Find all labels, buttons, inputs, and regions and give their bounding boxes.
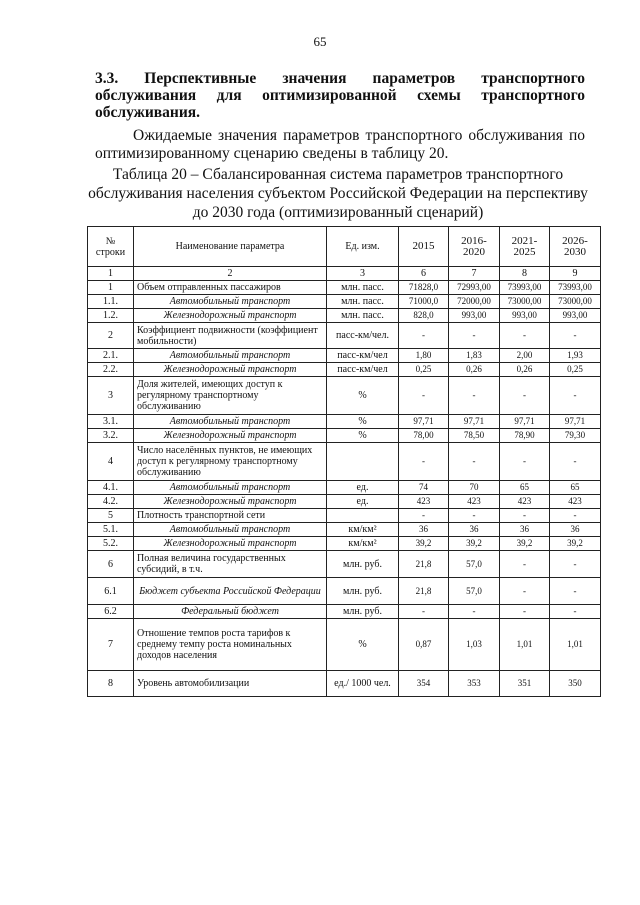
parameter-name-cell: Бюджет субъекта Российской Федерации bbox=[134, 578, 327, 605]
unit-cell: км/км² bbox=[327, 537, 399, 551]
value-cell: 1,03 bbox=[449, 619, 500, 671]
parameter-name-cell: Объем отправленных пассажиров bbox=[134, 281, 327, 295]
unit-cell: пасс-км/чел bbox=[327, 363, 399, 377]
row-number-cell: 3.2. bbox=[88, 429, 134, 443]
parameter-name-cell: Железнодорожный транспорт bbox=[134, 495, 327, 509]
value-cell: 57,0 bbox=[449, 551, 500, 578]
value-cell: 36 bbox=[399, 523, 449, 537]
value-cell: - bbox=[500, 551, 550, 578]
value-cell: - bbox=[500, 578, 550, 605]
value-cell: - bbox=[500, 377, 550, 415]
value-cell: - bbox=[500, 605, 550, 619]
unit-cell: пасс-км/чел bbox=[327, 349, 399, 363]
parameter-name-cell: Железнодорожный транспорт bbox=[134, 429, 327, 443]
value-cell: 72993,00 bbox=[449, 281, 500, 295]
unit-cell: ед. bbox=[327, 495, 399, 509]
unit-cell: % bbox=[327, 619, 399, 671]
parameter-name-cell: Автомобильный транспорт bbox=[134, 415, 327, 429]
value-cell: - bbox=[399, 509, 449, 523]
value-cell: 97,71 bbox=[449, 415, 500, 429]
value-cell: 423 bbox=[449, 495, 500, 509]
row-number-cell: 3.1. bbox=[88, 415, 134, 429]
value-cell: 828,0 bbox=[399, 309, 449, 323]
row-number-cell: 6.2 bbox=[88, 605, 134, 619]
value-cell: 1,01 bbox=[500, 619, 550, 671]
parameter-name-cell: Автомобильный транспорт bbox=[134, 523, 327, 537]
unit-cell: км/км² bbox=[327, 523, 399, 537]
value-cell: 39,2 bbox=[500, 537, 550, 551]
value-cell: 353 bbox=[449, 671, 500, 697]
value-cell: 39,2 bbox=[550, 537, 601, 551]
row-number-cell: 7 bbox=[88, 619, 134, 671]
value-cell: 993,00 bbox=[449, 309, 500, 323]
value-cell: 72000,00 bbox=[449, 295, 500, 309]
value-cell: - bbox=[399, 377, 449, 415]
page-number: 65 bbox=[313, 34, 327, 49]
value-cell: 97,71 bbox=[500, 415, 550, 429]
unit-cell: пасс-км/чел. bbox=[327, 323, 399, 349]
table-row bbox=[88, 509, 601, 523]
header-2015: 2015 bbox=[399, 227, 449, 267]
table-row bbox=[88, 578, 601, 605]
header-2021-2025: 2021-2025 bbox=[500, 227, 550, 267]
value-cell: - bbox=[449, 377, 500, 415]
value-cell: 993,00 bbox=[500, 309, 550, 323]
value-cell: - bbox=[449, 443, 500, 481]
value-cell: 423 bbox=[500, 495, 550, 509]
value-cell: 73993,00 bbox=[550, 281, 601, 295]
value-cell: - bbox=[449, 509, 500, 523]
unit-cell: млн. руб. bbox=[327, 551, 399, 578]
table-row bbox=[88, 323, 601, 349]
parameter-name-cell: Уровень автомобилизации bbox=[134, 671, 327, 697]
row-number-cell: 3 bbox=[88, 377, 134, 415]
parameter-name-cell: Число населённых пунктов, не имеющих доступ к регулярному транспортному обслуживанию bbox=[134, 443, 327, 481]
value-cell: 73000,00 bbox=[550, 295, 601, 309]
value-cell: 39,2 bbox=[399, 537, 449, 551]
parameter-name-cell: Доля жителей, имеющих доступ к регулярному транспортному обслуживанию bbox=[134, 377, 327, 415]
value-cell: 36 bbox=[500, 523, 550, 537]
unit-cell: ед./ 1000 чел. bbox=[327, 671, 399, 697]
value-cell: - bbox=[399, 605, 449, 619]
column-index: 9 bbox=[550, 267, 601, 281]
value-cell: 79,30 bbox=[550, 429, 601, 443]
value-cell: 78,00 bbox=[399, 429, 449, 443]
value-cell: 65 bbox=[500, 481, 550, 495]
value-cell: 423 bbox=[399, 495, 449, 509]
table-header-row bbox=[88, 227, 601, 267]
value-cell: 73000,00 bbox=[500, 295, 550, 309]
row-number-cell: 1.2. bbox=[88, 309, 134, 323]
value-cell: 0,26 bbox=[500, 363, 550, 377]
unit-cell bbox=[327, 509, 399, 523]
value-cell: 65 bbox=[550, 481, 601, 495]
table-row bbox=[88, 281, 601, 295]
table-row bbox=[88, 443, 601, 481]
table-body bbox=[88, 281, 601, 697]
value-cell: - bbox=[500, 323, 550, 349]
parameter-name-cell: Отношение темпов роста тарифов к среднему темпу роста номинальных доходов населения bbox=[134, 619, 327, 671]
value-cell: 97,71 bbox=[399, 415, 449, 429]
value-cell: 73993,00 bbox=[500, 281, 550, 295]
unit-cell: % bbox=[327, 429, 399, 443]
parameter-name-cell: Автомобильный транспорт bbox=[134, 349, 327, 363]
row-number-cell: 1.1. bbox=[88, 295, 134, 309]
intro-paragraph: Ожидаемые значения параметров транспортного обслуживания по оптимизированному сценарию сведены в таблицу 20. bbox=[95, 127, 585, 162]
parameter-name-cell: Железнодорожный транспорт bbox=[134, 537, 327, 551]
table-row bbox=[88, 523, 601, 537]
row-number-cell: 6 bbox=[88, 551, 134, 578]
unit-cell: млн. пасс. bbox=[327, 309, 399, 323]
value-cell: 350 bbox=[550, 671, 601, 697]
section-heading bbox=[95, 70, 585, 121]
row-number-cell: 5 bbox=[88, 509, 134, 523]
value-cell: 78,90 bbox=[500, 429, 550, 443]
row-number-cell: 8 bbox=[88, 671, 134, 697]
value-cell: - bbox=[550, 605, 601, 619]
value-cell: - bbox=[550, 578, 601, 605]
value-cell: 0,25 bbox=[550, 363, 601, 377]
row-number-cell: 2 bbox=[88, 323, 134, 349]
unit-cell: ед. bbox=[327, 481, 399, 495]
parameter-name-cell: Федеральный бюджет bbox=[134, 605, 327, 619]
unit-cell: млн. пасс. bbox=[327, 295, 399, 309]
table-row bbox=[88, 349, 601, 363]
unit-cell: млн. пасс. bbox=[327, 281, 399, 295]
header-2026-2030: 2026-2030 bbox=[550, 227, 601, 267]
value-cell: 74 bbox=[399, 481, 449, 495]
header-unit: Ед. изм. bbox=[327, 227, 399, 267]
value-cell: 2,00 bbox=[500, 349, 550, 363]
table-row bbox=[88, 429, 601, 443]
value-cell: 0,87 bbox=[399, 619, 449, 671]
column-index: 8 bbox=[500, 267, 550, 281]
parameter-name-cell: Железнодорожный транспорт bbox=[134, 309, 327, 323]
parameter-name-cell: Плотность транспортной сети bbox=[134, 509, 327, 523]
row-number-cell: 4.1. bbox=[88, 481, 134, 495]
value-cell: 351 bbox=[500, 671, 550, 697]
heading-line: обслуживания для оптимизированной схемы транспортного bbox=[95, 87, 585, 104]
table-row bbox=[88, 495, 601, 509]
value-cell: 993,00 bbox=[550, 309, 601, 323]
header-2016-2020: 2016-2020 bbox=[449, 227, 500, 267]
value-cell: - bbox=[399, 443, 449, 481]
value-cell: - bbox=[550, 509, 601, 523]
table-caption: Таблица 20 – Сбалансированная система параметров транспортного обслуживания населения субъектом Российской Федерации на перспективу до 2030 года (оптимизированный сценарий) bbox=[88, 166, 588, 221]
value-cell: - bbox=[449, 323, 500, 349]
table-row bbox=[88, 537, 601, 551]
parameters-table bbox=[87, 226, 601, 697]
column-index: 7 bbox=[449, 267, 500, 281]
header-parameter-name: Наименование параметра bbox=[134, 227, 327, 267]
value-cell: 70 bbox=[449, 481, 500, 495]
unit-cell: % bbox=[327, 415, 399, 429]
table-row bbox=[88, 363, 601, 377]
column-index-row bbox=[88, 267, 601, 281]
column-index: 6 bbox=[399, 267, 449, 281]
value-cell: 78,50 bbox=[449, 429, 500, 443]
table-row bbox=[88, 551, 601, 578]
table-row bbox=[88, 377, 601, 415]
value-cell: 21,8 bbox=[399, 578, 449, 605]
value-cell: 0,25 bbox=[399, 363, 449, 377]
heading-line: обслуживания. bbox=[95, 104, 201, 121]
row-number-cell: 1 bbox=[88, 281, 134, 295]
value-cell: 0,26 bbox=[449, 363, 500, 377]
unit-cell: млн. руб. bbox=[327, 605, 399, 619]
parameter-name-cell: Полная величина государственных субсидий, в т.ч. bbox=[134, 551, 327, 578]
row-number-cell: 4.2. bbox=[88, 495, 134, 509]
table-row bbox=[88, 671, 601, 697]
row-number-cell: 5.1. bbox=[88, 523, 134, 537]
row-number-cell: 5.2. bbox=[88, 537, 134, 551]
value-cell: - bbox=[550, 323, 601, 349]
unit-cell: % bbox=[327, 377, 399, 415]
value-cell: 39,2 bbox=[449, 537, 500, 551]
value-cell: 1,01 bbox=[550, 619, 601, 671]
parameter-name-cell: Автомобильный транспорт bbox=[134, 295, 327, 309]
column-index: 3 bbox=[327, 267, 399, 281]
value-cell: 57,0 bbox=[449, 578, 500, 605]
parameter-name-cell: Автомобильный транспорт bbox=[134, 481, 327, 495]
header-row-number: № строки bbox=[88, 227, 134, 267]
table-row bbox=[88, 309, 601, 323]
table-row bbox=[88, 481, 601, 495]
row-number-cell: 6.1 bbox=[88, 578, 134, 605]
value-cell: 71000,0 bbox=[399, 295, 449, 309]
value-cell: 71828,0 bbox=[399, 281, 449, 295]
table-row bbox=[88, 605, 601, 619]
value-cell: 21,8 bbox=[399, 551, 449, 578]
row-number-cell: 2.2. bbox=[88, 363, 134, 377]
value-cell: - bbox=[550, 377, 601, 415]
value-cell: 1,93 bbox=[550, 349, 601, 363]
heading-line: 3.3. Перспективные значения параметров транспортного bbox=[95, 70, 585, 87]
table-row bbox=[88, 619, 601, 671]
value-cell: 36 bbox=[449, 523, 500, 537]
column-index: 1 bbox=[88, 267, 134, 281]
value-cell: 423 bbox=[550, 495, 601, 509]
value-cell: 36 bbox=[550, 523, 601, 537]
column-index: 2 bbox=[134, 267, 327, 281]
value-cell: 354 bbox=[399, 671, 449, 697]
value-cell: - bbox=[500, 509, 550, 523]
table-row bbox=[88, 415, 601, 429]
value-cell: - bbox=[399, 323, 449, 349]
parameter-name-cell: Железнодорожный транспорт bbox=[134, 363, 327, 377]
value-cell: - bbox=[550, 443, 601, 481]
row-number-cell: 2.1. bbox=[88, 349, 134, 363]
unit-cell: млн. руб. bbox=[327, 578, 399, 605]
value-cell: - bbox=[550, 551, 601, 578]
value-cell: 1,80 bbox=[399, 349, 449, 363]
unit-cell bbox=[327, 443, 399, 481]
value-cell: - bbox=[500, 443, 550, 481]
value-cell: - bbox=[449, 605, 500, 619]
parameter-name-cell: Коэффициент подвижности (коэффициент мобильности) bbox=[134, 323, 327, 349]
table-row bbox=[88, 295, 601, 309]
row-number-cell: 4 bbox=[88, 443, 134, 481]
value-cell: 1,83 bbox=[449, 349, 500, 363]
value-cell: 97,71 bbox=[550, 415, 601, 429]
